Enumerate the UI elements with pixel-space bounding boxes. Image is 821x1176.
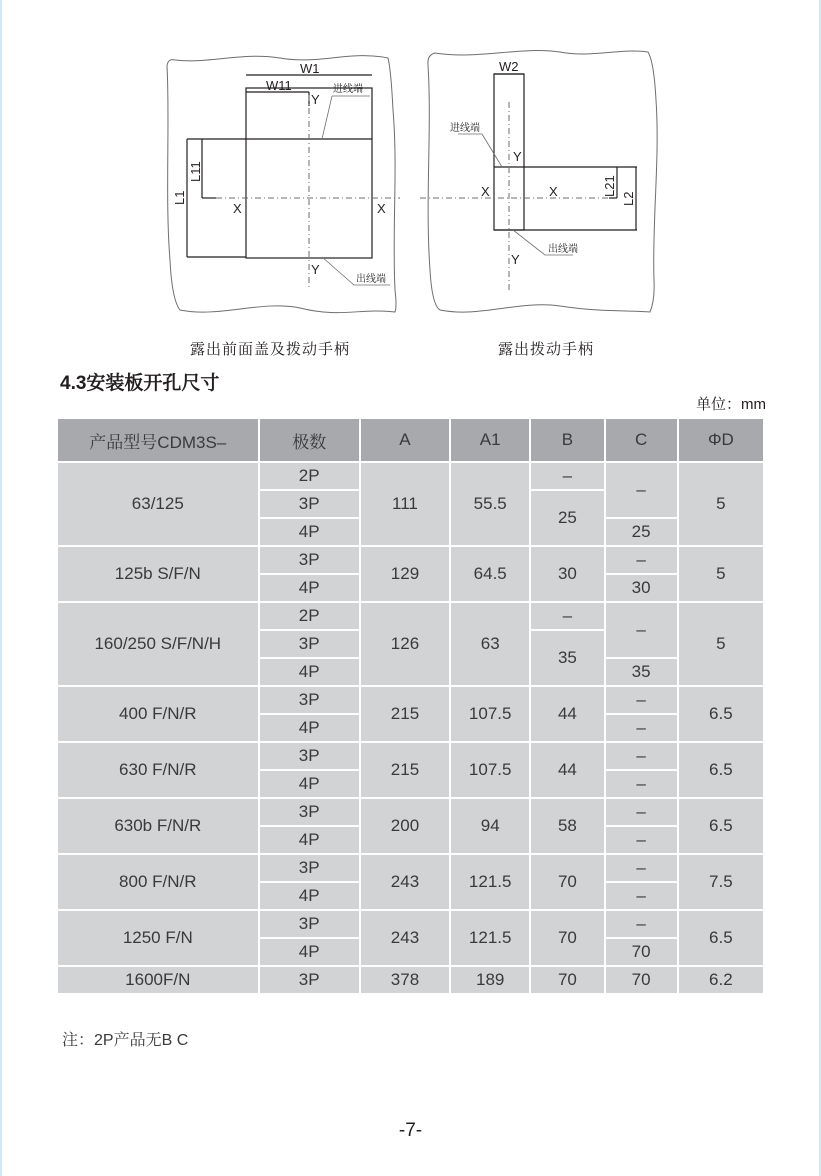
page-number: -7- [398, 1120, 423, 1141]
cell-c: – [606, 715, 677, 741]
table-row [58, 799, 763, 825]
cell-b: 70 [531, 911, 603, 965]
cell-c: – [606, 687, 677, 713]
cell-d: 7.5 [679, 855, 763, 909]
label-l21: L21 [602, 175, 617, 197]
cell-poles: 2P [260, 603, 359, 629]
label-outlet-left: 出线端 [356, 274, 386, 285]
cutout-dimensions-table [56, 417, 765, 995]
cell-poles: 4P [260, 575, 359, 601]
cell-poles: 3P [260, 547, 359, 573]
cell-a: 129 [361, 547, 449, 601]
cell-d: 5 [679, 603, 763, 685]
cell-a: 378 [361, 967, 449, 993]
cell-c: 35 [606, 659, 677, 685]
table-row [58, 743, 763, 769]
right-diagram [428, 50, 657, 312]
cell-a1: 107.5 [451, 743, 529, 797]
cell-a1: 94 [451, 799, 529, 853]
cell-model: 1600F/N [58, 967, 258, 993]
unit-label: 单位：mm [696, 396, 766, 413]
cell-poles: 3P [260, 799, 359, 825]
cell-d: 6.2 [679, 967, 763, 993]
label-w2: W2 [499, 59, 519, 74]
cell-d: 6.5 [679, 743, 763, 797]
cell-b: 70 [531, 855, 603, 909]
label-inlet-right: 进线端 [450, 123, 480, 134]
label-w1: W1 [300, 61, 320, 76]
cell-b: 35 [531, 631, 603, 685]
table-row [58, 687, 763, 713]
cell-poles: 4P [260, 715, 359, 741]
cell-c: – [606, 463, 677, 517]
cell-d: 6.5 [679, 687, 763, 741]
label-w11: W11 [266, 78, 292, 93]
label-x-left: X [233, 201, 242, 216]
caption-left-diagram: 露出前面盖及拨动手柄 [190, 341, 351, 358]
cell-c: – [606, 855, 677, 881]
header-d: ΦD [679, 419, 763, 461]
cell-a: 243 [361, 911, 449, 965]
cell-poles: 3P [260, 911, 359, 937]
cell-a: 126 [361, 603, 449, 685]
cell-poles: 4P [260, 827, 359, 853]
cell-b: – [531, 603, 603, 629]
label-y-top-left: Y [311, 92, 320, 107]
cell-c: – [606, 911, 677, 937]
cell-poles: 3P [260, 491, 359, 517]
label-inlet-left: 进线端 [333, 84, 363, 95]
header-poles: 极数 [260, 419, 359, 461]
cell-poles: 4P [260, 771, 359, 797]
cell-d: 6.5 [679, 799, 763, 853]
header-c: C [606, 419, 677, 461]
label-l1: L1 [172, 190, 187, 205]
cell-b: 44 [531, 743, 603, 797]
cell-c: – [606, 771, 677, 797]
table-row [58, 603, 763, 629]
cell-c: 70 [606, 967, 677, 993]
cell-b: 58 [531, 799, 603, 853]
cell-c: – [606, 827, 677, 853]
cell-a1: 64.5 [451, 547, 529, 601]
cell-a1: 63 [451, 603, 529, 685]
cell-a: 111 [361, 463, 449, 545]
cell-poles: 4P [260, 883, 359, 909]
header-a: A [361, 419, 449, 461]
table-row [58, 911, 763, 937]
cell-c: 30 [606, 575, 677, 601]
cell-a: 243 [361, 855, 449, 909]
cell-poles: 3P [260, 687, 359, 713]
cell-a: 215 [361, 743, 449, 797]
cell-d: 6.5 [679, 911, 763, 965]
label-outlet-right: 出线端 [548, 244, 578, 255]
cell-c: 70 [606, 939, 677, 965]
label-l11: L11 [188, 161, 203, 182]
cell-model: 63/125 [58, 463, 258, 545]
table-row [58, 967, 763, 993]
cell-c: – [606, 743, 677, 769]
cell-poles: 3P [260, 631, 359, 657]
cell-poles: 3P [260, 855, 359, 881]
cell-poles: 2P [260, 463, 359, 489]
cutout-diagrams [0, 0, 821, 340]
cell-d: 5 [679, 547, 763, 601]
label-x-left-right: X [481, 184, 490, 199]
cell-a1: 55.5 [451, 463, 529, 545]
label-x-right-right: X [549, 184, 558, 199]
cell-a: 215 [361, 687, 449, 741]
cell-c: – [606, 883, 677, 909]
table-row [58, 855, 763, 881]
cell-a1: 189 [451, 967, 529, 993]
cell-model: 400 F/N/R [58, 687, 258, 741]
cell-poles: 4P [260, 939, 359, 965]
table-header-row [58, 419, 763, 461]
label-y-top-right: Y [513, 149, 522, 164]
header-a1: A1 [451, 419, 529, 461]
header-model: 产品型号CDM3S– [58, 419, 258, 461]
cell-model: 160/250 S/F/N/H [58, 603, 258, 685]
label-y-bottom-left: Y [311, 262, 320, 277]
cell-poles: 4P [260, 519, 359, 545]
table-row [58, 547, 763, 573]
cell-c: – [606, 799, 677, 825]
section-title: 4.3安装板开孔尺寸 [60, 373, 220, 394]
cell-a1: 121.5 [451, 911, 529, 965]
cell-d: 5 [679, 463, 763, 545]
table-row [58, 463, 763, 489]
label-x-right: X [377, 201, 386, 216]
cell-a1: 107.5 [451, 687, 529, 741]
cell-c: 25 [606, 519, 677, 545]
label-l2: L2 [621, 191, 636, 206]
table-footnote: 注：2P产品无B C [62, 1032, 189, 1049]
header-b: B [531, 419, 603, 461]
cell-b: 44 [531, 687, 603, 741]
cell-a: 200 [361, 799, 449, 853]
cell-poles: 3P [260, 967, 359, 993]
cell-poles: 4P [260, 659, 359, 685]
cell-b: – [531, 463, 603, 489]
caption-right-diagram: 露出拨动手柄 [498, 341, 595, 358]
cell-model: 125b S/F/N [58, 547, 258, 601]
cell-b: 25 [531, 491, 603, 545]
cell-model: 1250 F/N [58, 911, 258, 965]
cell-a1: 121.5 [451, 855, 529, 909]
cell-c: – [606, 547, 677, 573]
cell-b: 70 [531, 967, 603, 993]
cell-model: 800 F/N/R [58, 855, 258, 909]
cell-model: 630 F/N/R [58, 743, 258, 797]
cell-b: 30 [531, 547, 603, 601]
cell-c: – [606, 603, 677, 657]
label-y-bottom-right: Y [511, 252, 520, 267]
cell-model: 630b F/N/R [58, 799, 258, 853]
cell-poles: 3P [260, 743, 359, 769]
